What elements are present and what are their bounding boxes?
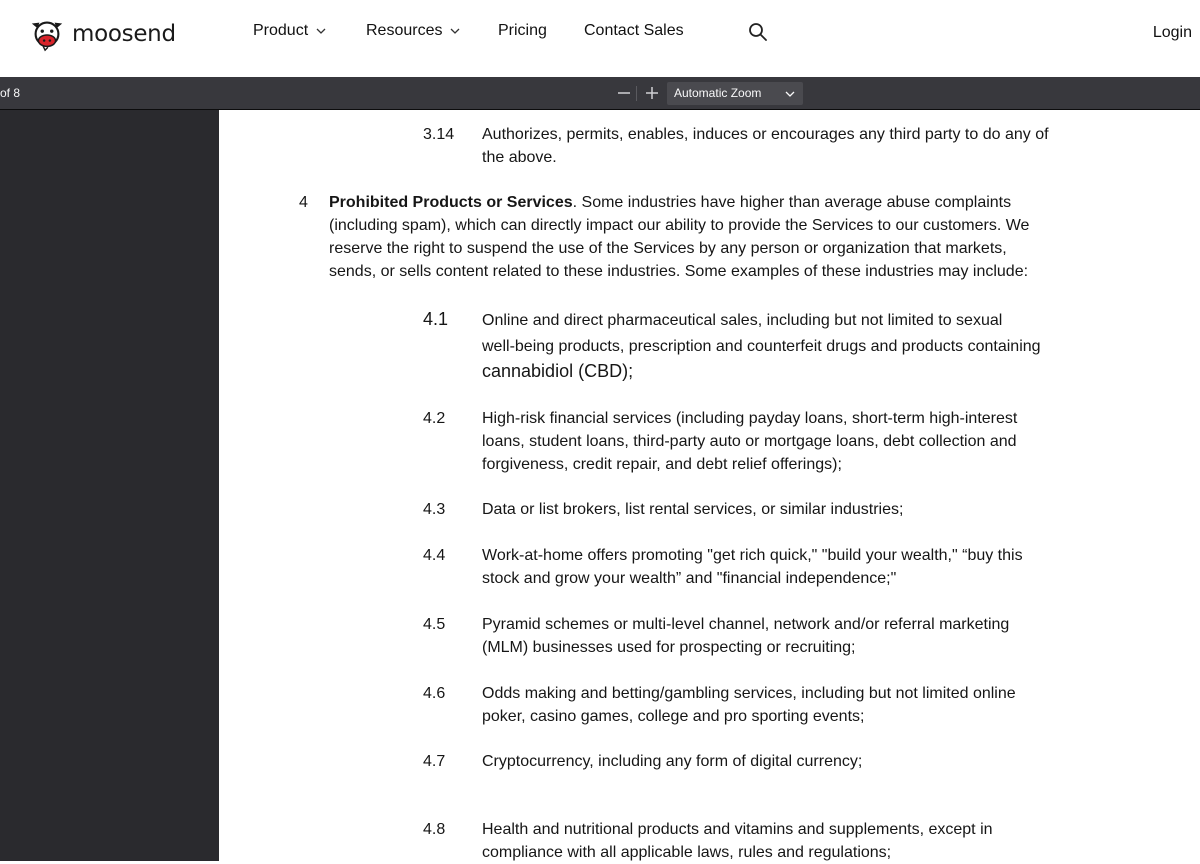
nav-resources-label: Resources [366,22,443,39]
section-4-number: 4 [299,194,308,211]
item-4-1-line-2: well-being products, prescription and counterfeit drugs and products containing [482,338,1041,355]
zoom-select-value: Automatic Zoom [674,86,762,100]
item-4-8-line-2: compliance with all applicable laws, rules and regulations; [482,844,892,861]
pdf-toolbar [0,77,1200,110]
item-4-8-line-1: Health and nutritional products and vitamins and supplements, except in [482,821,993,838]
chevron-down-icon [316,26,326,36]
section-4-line-4: sends, or sells content related to these industries. Some examples of these industries may include: [329,263,1029,280]
item-4-6-line-1: Odds making and betting/gambling services, including but not limited online [482,685,1016,702]
nav-contact-sales-label: Contact Sales [584,22,684,39]
item-4-6-number: 4.6 [423,685,446,702]
zoom-out-icon[interactable] [615,83,633,103]
cow-logo-icon [28,15,66,53]
zoom-select[interactable] [667,82,803,105]
chevron-down-icon [450,26,460,36]
item-4-8-number: 4.8 [423,821,446,838]
page-count-label: of 8 [0,86,21,100]
item-3-14-line-2: the above. [482,149,557,166]
pdf-sidebar [0,110,219,861]
item-4-2-line-1: High-risk financial services (including payday loans, short-term high-interest [482,410,1018,427]
item-3-14-line-1: Authorizes, permits, enables, induces or encourages any third party to do any of [482,126,1049,143]
item-4-2-line-2: loans, student loans, third-party auto or mortgage loans, debt collection and [482,433,1017,450]
section-4-line-1 [329,191,1011,214]
pdf-page [219,110,1200,861]
moosend-logo[interactable] [28,14,176,54]
item-4-1-line-3: cannabidiol (CBD); [482,361,634,381]
item-4-3-number: 4.3 [423,501,446,518]
item-4-1-number: 4.1 [423,309,449,329]
section-4-line-2: (including spam), which can directly impact our ability to provide the Services to our customers. We [329,217,1030,234]
nav-product[interactable] [253,22,326,40]
section-4-line-3: reserve the right to suspend the use of the Services by any person or organization that markets, [329,240,1007,257]
item-4-2-line-3: forgiveness, credit repair, and debt relief offerings); [482,456,842,473]
search-icon[interactable] [748,22,768,42]
item-4-4-line-2: stock and grow your wealth” and "financial independence;" [482,570,897,587]
item-4-3-line-1: Data or list brokers, list rental services, or similar industries; [482,501,904,518]
item-4-7-number: 4.7 [423,753,446,770]
site-header [0,0,1200,77]
nav-pricing[interactable] [498,22,547,40]
section-4-title: Prohibited Products or Services [329,194,573,211]
nav-pricing-label: Pricing [498,22,547,39]
nav-contact-sales[interactable] [584,22,684,40]
toolbar-separator [636,86,637,101]
item-4-5-line-1: Pyramid schemes or multi-level channel, network and/or referral marketing [482,616,1010,633]
section-4-line-1-text: . Some industries have higher than average abuse complaints [572,194,1012,211]
zoom-in-icon[interactable] [643,83,661,103]
item-4-4-number: 4.4 [423,547,446,564]
item-4-4-line-1: Work-at-home offers promoting "get rich quick," "build your wealth," “buy this [482,547,1023,564]
item-4-7-line-1: Cryptocurrency, including any form of digital currency; [482,753,863,770]
item-4-6-line-2: poker, casino games, college and pro sporting events; [482,708,865,725]
logo-text: moosend [72,21,176,47]
nav-product-label: Product [253,22,309,39]
item-4-5-number: 4.5 [423,616,446,633]
login-link[interactable]: Login [1152,24,1192,41]
item-4-5-line-2: (MLM) businesses used for prospecting or recruiting; [482,639,856,656]
item-3-14-number: 3.14 [423,126,455,143]
item-4-2-number: 4.2 [423,410,446,427]
chevron-down-icon [785,89,795,99]
item-4-1-line-1: Online and direct pharmaceutical sales, including but not limited to sexual [482,312,1003,329]
nav-resources[interactable] [366,22,460,40]
